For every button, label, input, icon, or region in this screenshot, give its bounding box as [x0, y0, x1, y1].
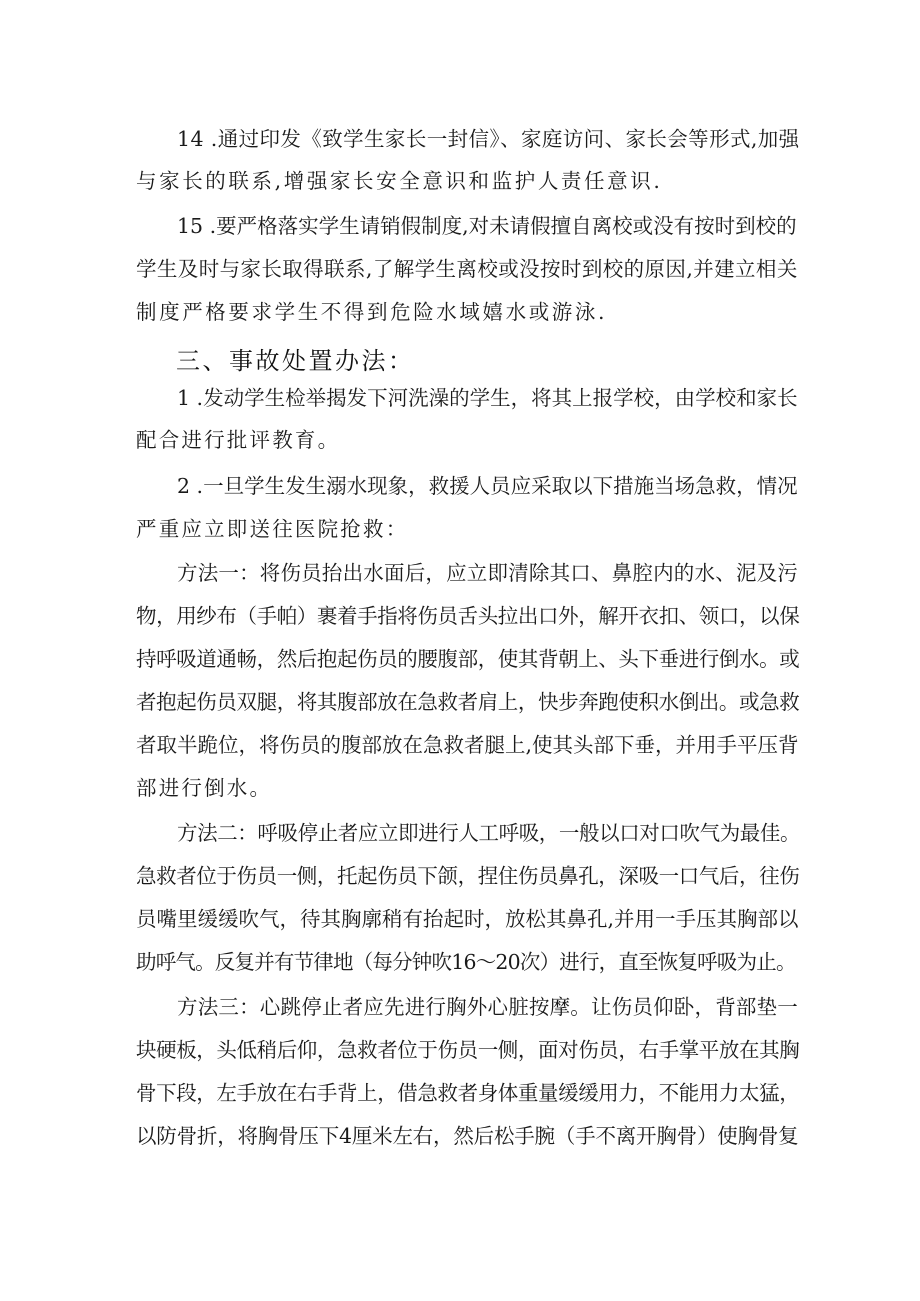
method-1-line-1: 方法一：将伤员抬出水面后，应立即清除其口、鼻腔内的水、泥及污	[177, 561, 798, 585]
method-2-line-3: 员嘴里缓缓吹气，待其胸廓稍有抬起时，放松其鼻孔,并用一手压其胸部以	[136, 907, 799, 931]
item-15-line-1: 15 .要严格落实学生请销假制度,对未请假擅自离校或没有按时到校的	[177, 214, 797, 238]
method-1-line-2: 物，用纱布（手帕）裹着手指将伤员舌头拉出口外，解开衣扣、领口，以保	[136, 604, 800, 628]
method-2-line-4: 助呼气。反复并有节律地（每分钟吹16～20次）进行，直至恢复呼吸为止。	[136, 950, 796, 974]
item-15-line-3: 制度严格要求学生不得到危险水域嬉水或游泳.	[136, 300, 608, 324]
method-3-line-3: 骨下段，左手放在右手背上，借急救者身体重量缓缓用力，不能用力太猛，	[136, 1081, 800, 1105]
method-2-line-1: 方法二：呼吸停止者应立即进行人工呼吸，一般以口对口吹气为最佳。	[177, 821, 801, 845]
item-1-line-1: 1 .发动学生检举揭发下河洗澡的学生，将其上报学校，由学校和家长	[177, 386, 798, 410]
item-2-line-1: 2 .一旦学生发生溺水现象，救援人员应采取以下措施当场急救，情况	[177, 474, 798, 498]
item-14-line-2: 与家长的联系,增强家长安全意识和监护人责任意识.	[136, 169, 663, 193]
item-14-line-1: 14 .通过印发《致学生家长一封信》、家庭访问、家长会等形式,加强	[177, 127, 800, 151]
method-1-line-3: 持呼吸道通畅，然后抱起伤员的腰腹部，使其背朝上、头下垂进行倒水。或	[136, 647, 800, 671]
section-heading: 三、事故处置办法：	[176, 347, 415, 375]
item-2-line-2: 严重应立即送往医院抢救：	[136, 517, 409, 541]
method-1-line-5: 者取半跪位，将伤员的腹部放在急救者腿上,使其头部下垂，并用手平压背	[136, 733, 799, 757]
item-15-line-2: 学生及时与家长取得联系,了解学生离校或没按时到校的原因,并建立相关	[136, 257, 798, 281]
item-1-line-2: 配合进行批评教育。	[136, 428, 341, 452]
method-1-line-4: 者抱起伤员双腿，将其腹部放在急救者肩上，快步奔跑使积水倒出。或急救	[136, 690, 800, 714]
method-2-line-2: 急救者位于伤员一侧，托起伤员下颌，捏住伤员鼻孔，深吸一口气后，往伤	[136, 864, 800, 888]
method-3-line-4: 以防骨折，将胸骨压下4厘米左右，然后松手腕（手不离开胸骨）使胸骨复	[136, 1124, 799, 1148]
method-3-line-1: 方法三：心跳停止者应先进行胸外心脏按摩。让伤员仰卧，背部垫一	[177, 995, 798, 1019]
method-3-line-2: 块硬板，头低稍后仰，急救者位于伤员一侧，面对伤员，右手掌平放在其胸	[136, 1038, 800, 1062]
method-1-line-6: 部进行倒水。	[136, 776, 273, 800]
